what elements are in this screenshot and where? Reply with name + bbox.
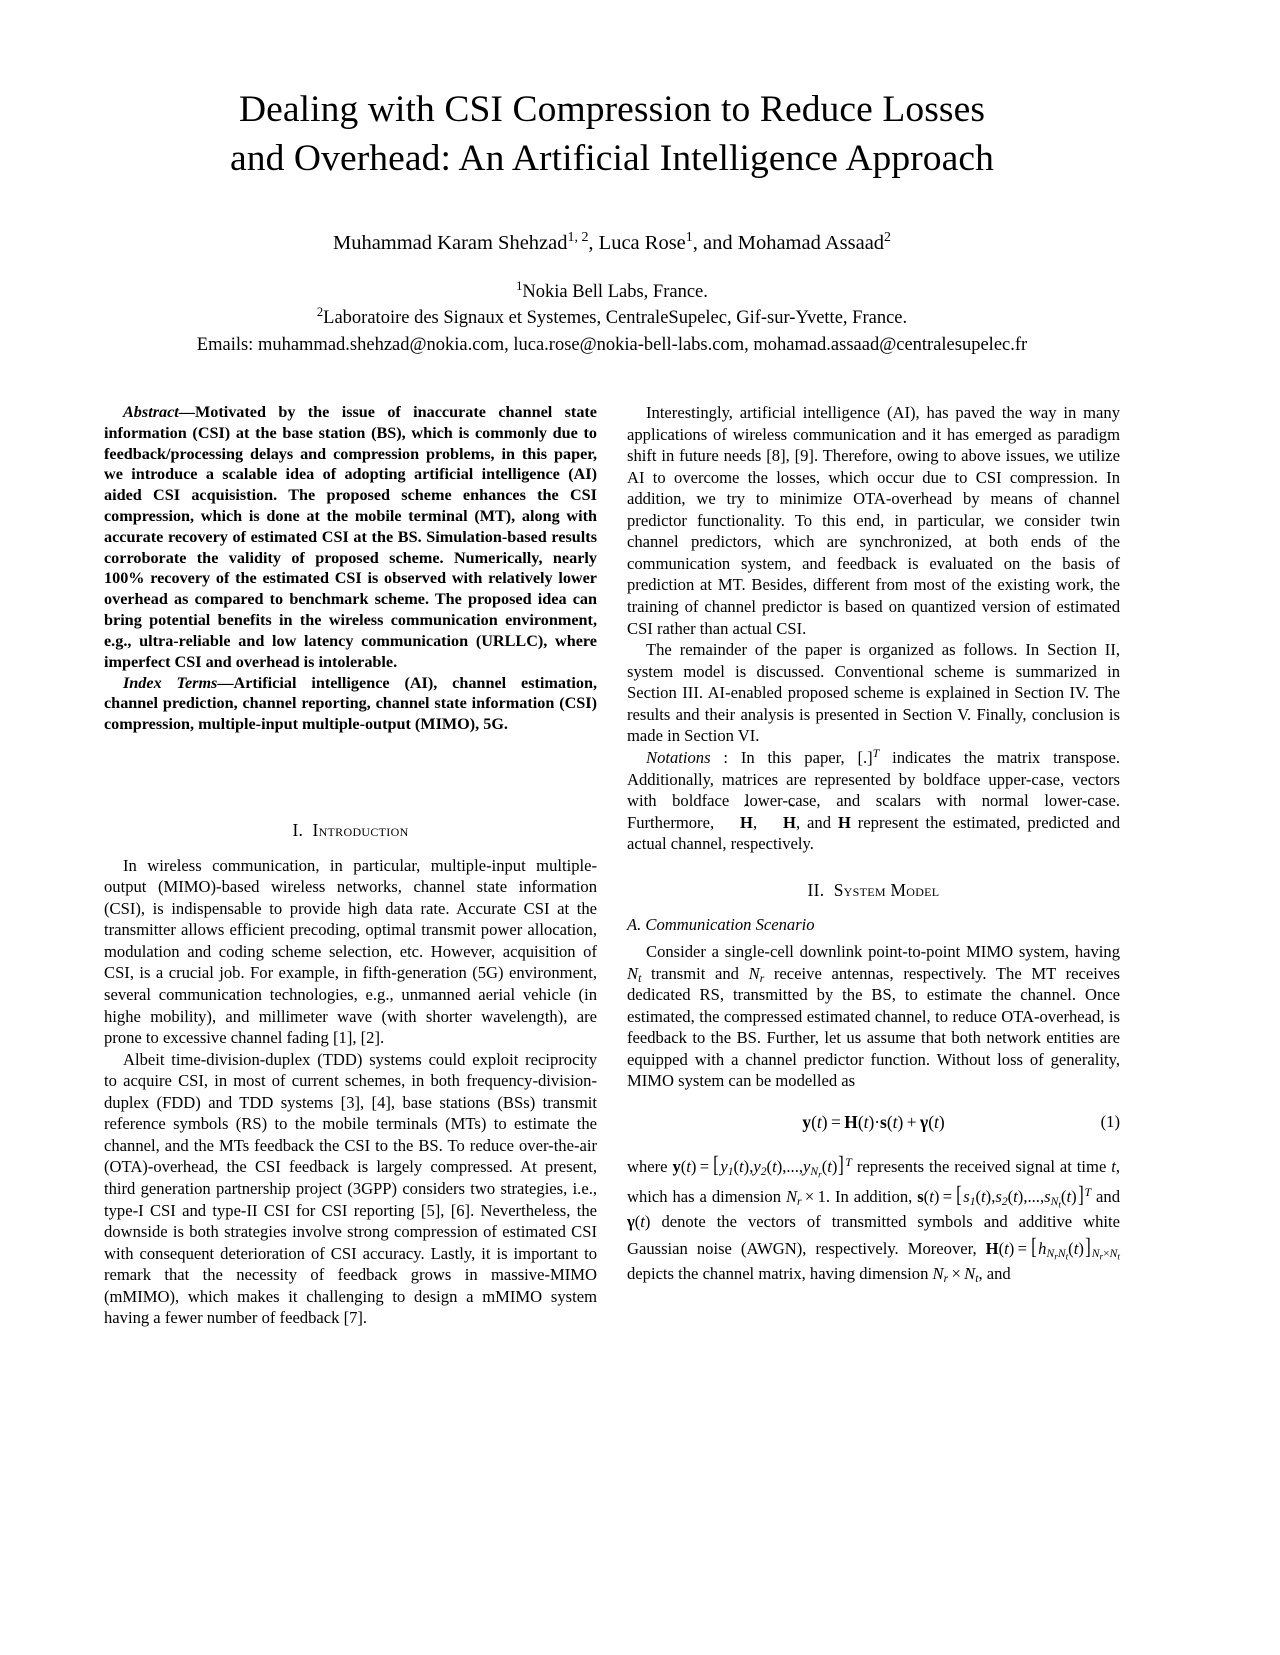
affiliation-2: [104, 305, 1120, 331]
intro-paragraph-2: Albeit time-division-duplex (TDD) systems could exploit reciprocity to acquire CSI, in most of current schemes, in both frequency-division-duplex (FDD) and TDD systems [3], [4], base stations (BSs) transmit reference symbols (RS) to the mobile terminals (MTs) to estimate the channel, and the MTs feedback the CSI to the BS. To reduce over-the-air (OTA)-overhead, the CSI feedback is largely compressed. At present, third generation partnership project (3GPP) considers two strategies, i.e., type-I CSI and type-II CSI for CSI reporting [5], [6]. Nevertheless, the downside is both strategies involve strong compression of estimated CSI with consequent deterioration of CSI accuracy. Lastly, it is important to remark that the necessity of feedback grows in massive-MIMO (mMIMO), which makes it challenging to design a mMIMO system having a fewer number of feedback [7].: [104, 1049, 597, 1328]
author-separator-1: , Luca Rose: [588, 231, 686, 254]
math-Nr-3: $N_r$: [932, 1263, 949, 1285]
subsection-heading-communication-scenario: A. Communication Scenario: [627, 915, 815, 935]
column-spacer: [104, 735, 597, 793]
hat-accent: [727, 803, 746, 819]
math-bracket-transpose: [.]$^T$: [857, 745, 880, 767]
math-close-bracket-2: ]: [1077, 1182, 1084, 1209]
abstract-body: Motivated by the issue of inaccurate channel state information (CSI) at the base station (BS), which is commonly due to feedback/processing delays and compression problems, in this paper, we introduce a scalable idea of adopting artificial intelligence (AI) aided CSI acquisistion. The proposed scheme enhances the CSI compression, which is done at the mobile terminal (MT), along with accurate recovery of estimated CSI at the BS. Simulation-based results corroborate the validity of proposed scheme. Numerically, nearly 100% recovery of the estimated CSI is observed with relatively lower overhead as compared to benchmark scheme. The proposed idea can bring potential benefits in the wireless communication environment, e.g., ultra-reliable and low latency communication (URLLC), where imperfect CSI and overhead is intolerable.: [104, 402, 597, 671]
notations-part2: indicates the matrix transpose. Additionally, matrices are represented by boldface upper-case, vectors with boldface lower-case, and scalars with normal lower-case. Furthermore,: [627, 747, 1121, 832]
post-eq-text-1: where: [627, 1156, 673, 1176]
math-Nr-sub: Nr: [810, 1164, 822, 1180]
post-equation-paragraph: where $y(t) = [y_1(t),y_2(t),...,y_{N_r}(t)]^T$ represents the received signal at time t, which has a dimension $N_r \times 1$. In addition, $s(t) = [s_1(t),s_2(t),...,s_{N_t}(t)]^T$ and γ(t) denote the vectors of transmitted symbols and additive white Gaussian noise (AWGN), respectively. Moreover, $H(t) = [h_{N_rN_t}(t)]_{N_r\times N_t}$ depicts the channel matrix, having dimension $N_r \times N_t$, and: [627, 1151, 1121, 1285]
notations-colon: : In this paper,: [710, 747, 858, 767]
math-gamma-vec: γ: [627, 1211, 635, 1231]
section-heading-system-model: [627, 879, 1120, 902]
author-1-affiliation-marker: 1, 2: [567, 229, 589, 245]
section-number-2: II.: [807, 879, 825, 900]
math-open-bracket-3: [: [1031, 1234, 1038, 1261]
intro-paragraph-1: In wireless communication, in particular, multiple-input multiple-output (MIMO)-based wireless networks, channel state information (CSI), is indispensable to provide high data rate. Accurate CSI at the transmitter allows efficient precoding, optimal transmit power allocation, modulation and coding scheme selection, etc. However, acquisition of CSI, is a crucial job. For example, in fifth-generation (5G) environment, several communication technologies, e.g., unmanned aerial vehicle (in highe mobility), and millimeter wave (with shorter wavelength), are prone to excessive channel fading [1], [2].: [104, 855, 597, 1048]
right-paragraph-1: Interestingly, artificial intelligence (AI), has paved the way in many applications of wireless communication and it has emerged as paradigm shift in future needs [8], [9]. Therefore, owing to above issues, we utilize AI to overcome the losses, which occur due to CSI compression. In addition, we try to minimize OTA-overhead by means of channel predictor functionality. To this end, in particular, we consider twin channel predictors, which are synchronized, at both ends of the communication system, and feedback is evaluated on the basis of prediction at MT. Besides, different from most of the existing work, the training of channel predictor is based on quantized version of estimated CSI rather than actual CSI.: [627, 402, 1120, 638]
right-column: [627, 402, 1120, 1329]
index-terms-paragraph: [104, 673, 597, 735]
math-Nr-1: $N_r$: [748, 963, 765, 985]
post-eq-text-5: and: [1091, 1187, 1120, 1207]
math-open-bracket-2: [: [956, 1182, 963, 1209]
math-comma-1: ,: [752, 812, 758, 832]
math-H-dim-sub: Nr×Nt: [1091, 1247, 1120, 1263]
right-paragraph-2: The remainder of the paper is organized as follows. In Section II, system model is discussed. Conventional scheme is summarized in Section III. AI-enabled proposed scheme is explained in Section IV. The results and their analysis is presented in Section V. Finally, conclusion is made in Section VI.: [627, 640, 1120, 746]
section-title: Introduction: [312, 819, 409, 840]
math-y-vec: y: [672, 1156, 681, 1176]
affiliation-block: [104, 279, 1120, 358]
email-line: Emails: muhammad.shehzad@nokia.com, luca.rose@nokia-bell-labs.com, mohamad.assaad@centralesupelec.fr: [196, 334, 1028, 355]
equation-1-number: (1): [1100, 1111, 1120, 1131]
abstract-dash: —: [178, 402, 195, 421]
affiliation-2-marker: 2: [316, 305, 324, 320]
post-eq-text-2: represents the received signal at time: [851, 1156, 1112, 1176]
math-open-bracket-1: [: [713, 1151, 720, 1178]
index-terms-label: Index Terms: [123, 673, 218, 692]
post-eq-text-4: . In addition,: [825, 1187, 918, 1207]
abstract-label: Abstract: [123, 402, 179, 421]
affiliation-1-marker: 1: [516, 278, 523, 293]
author-list: [104, 230, 1120, 257]
abstract-paragraph: [104, 402, 597, 673]
math-h-tilde-base: H: [783, 812, 796, 832]
math-close-bracket-3: ]: [1084, 1234, 1091, 1261]
section-heading-introduction: [104, 819, 597, 842]
title-line-2: and Overhead: An Artificial Intelligence Approach: [230, 137, 994, 179]
math-h-subscript: NrNt: [1046, 1247, 1069, 1263]
math-h-tilde: [764, 812, 796, 834]
scenario-text-3: receive antennas, respectively. The MT receives dedicated RS, transmitted by the BS, to estimate the channel. Once estimated, the compressed estimated channel, to reduce OTA-overhead, is feedback to the BS. Further, let us assume that both network entities are equipped with a channel predictor function. Without loss of generality, MIMO system can be modelled as: [627, 963, 1120, 1091]
equation-1-body: y(t) = H(t)·s(t) + γ(t): [802, 1111, 945, 1132]
section-title-2: System Model: [833, 879, 940, 900]
section-number: I.: [292, 819, 304, 840]
math-h-actual: H: [837, 812, 851, 832]
two-column-body: [104, 402, 1120, 1329]
author-separator-2: , and Mohamad Assaad: [692, 231, 885, 254]
author-2-affiliation-marker: 1: [685, 229, 693, 245]
math-s-vec: s: [917, 1187, 924, 1207]
post-eq-text-3: , which has a dimension: [627, 1156, 1121, 1207]
post-eq-text-6: denote the vectors of transmitted symbols and additive white Gaussian noise (AWGN), respectively. Moreover,: [627, 1211, 1120, 1259]
scenario-text-2: transmit and: [641, 963, 749, 983]
math-transpose-exponent: T: [872, 745, 880, 760]
paper-content: [104, 86, 1120, 1329]
math-Nr-2: $N_r$: [785, 1187, 802, 1209]
math-Nt-3: $N_t$: [964, 1263, 979, 1285]
scenario-text-1: Consider a single-cell downlink point-to-point MIMO system, having: [646, 941, 1120, 961]
post-eq-text-8: , and: [978, 1263, 1011, 1283]
notations-paragraph: [627, 747, 1120, 855]
affiliation-1-text: Nokia Bell Labs, France.: [522, 282, 708, 303]
math-h-hat: [721, 812, 753, 834]
math-close-bracket-1: ]: [838, 1151, 845, 1178]
title-line-1: Dealing with CSI Compression to Reduce Losses: [238, 89, 986, 130]
notations-part3: , and: [795, 812, 838, 832]
index-terms-body: Artificial intelligence (AI), channel estimation, channel prediction, channel reporting, channel state information (CSI) compression, multiple-input multiple-output (MIMO), 5G.: [104, 673, 597, 734]
math-Nt-1: $N_t$: [627, 963, 642, 985]
tilde-accent: [771, 803, 790, 819]
notations-label: Notations: [646, 747, 711, 767]
author-3-affiliation-marker: 2: [884, 229, 892, 245]
math-H-matrix: H: [985, 1239, 999, 1259]
author-1: Muhammad Karam Shehzad: [332, 231, 568, 254]
left-column: [104, 402, 597, 1329]
page-title: [104, 86, 1120, 184]
affiliation-1: [104, 279, 1120, 305]
scenario-paragraph: [627, 941, 1120, 1092]
notations-part4: represent the estimated, predicted and actual channel, respectively.: [627, 812, 1120, 854]
affiliation-2-text: Laboratoire des Signaux et Systemes, CentraleSupelec, Gif-sur-Yvette, France.: [323, 308, 908, 329]
index-terms-dash: —: [217, 673, 234, 692]
math-Nt-sub: Nt: [1050, 1195, 1061, 1211]
equation-1: [627, 1111, 1120, 1134]
post-eq-text-7: depicts the channel matrix, having dimension: [627, 1263, 933, 1283]
math-h-hat-base: H: [740, 812, 753, 832]
